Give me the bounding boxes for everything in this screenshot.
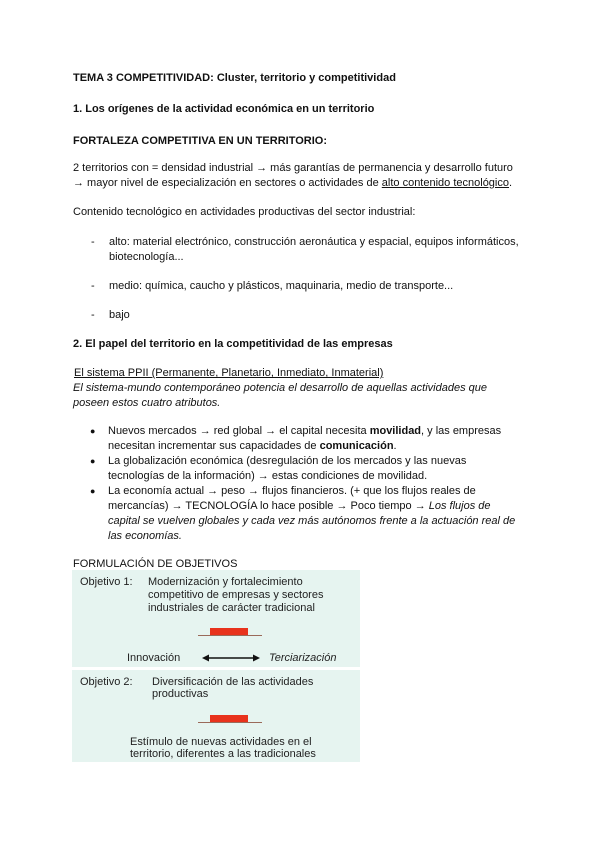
red-bar-icon (210, 715, 248, 722)
bold-text: comunicación (319, 440, 394, 452)
bullet-icon: ● (90, 426, 96, 436)
objetivo2-line: productivas (152, 688, 209, 700)
red-bar-icon (210, 628, 248, 635)
section2-heading: 2. El papel del territorio en la competitividad de las empresas (73, 338, 393, 350)
list-item-line: medio: química, caucho y plásticos, maquinaria, medio de transporte... (109, 280, 454, 292)
list-item-line: alto: material electrónico, construcción aeronáutica y espacial, equipos informáticos, (109, 236, 519, 248)
objetivo1-line: Modernización y fortalecimiento (148, 576, 303, 588)
sistema-line: El sistema-mundo contemporáneo potencia el desarrollo de aquellas actividades que (73, 382, 487, 394)
bullet-line (108, 424, 528, 439)
bullet-line: tecnologías de la información) → estas condiciones de movilidad. (108, 470, 428, 482)
sistema-line: poseen estos cuatro atributos. (73, 397, 221, 409)
text-span: . (509, 177, 513, 189)
objetivo1-line: competitivo de empresas y sectores (148, 589, 324, 601)
objetivo2-bottom-line: Estímulo de nuevas actividades en el (130, 736, 312, 748)
text-span: Nuevos mercados → red global → el capital necesita (108, 425, 370, 437)
objetivos-heading: FORMULACIÓN DE OBJETIVOS (73, 558, 238, 570)
objetivo2-line: Diversificación de las actividades (152, 676, 314, 688)
bullet-icon: ● (90, 486, 96, 496)
section1-subheading: FORTALEZA COMPETITIVA EN UN TERRITORIO: (73, 135, 328, 147)
innovacion-label: Innovación (127, 652, 181, 664)
sistema-title: El sistema PPII (Permanente, Planetario, Inmediato, Inmaterial) (74, 367, 384, 379)
text-span: → mayor nivel de especialización en sectores o actividades de (73, 177, 382, 189)
double-arrow-icon (202, 653, 260, 663)
bullet-line: La economía actual → peso → flujos financieros. (+ que los flujos reales de (108, 485, 476, 497)
objetivo2-label: Objetivo 2: (80, 676, 133, 688)
objetivo1-line: industriales de carácter tradicional (148, 602, 315, 614)
bullet-line: La globalización económica (desregulación de los mercados y las nuevas (108, 455, 467, 467)
text-span: . (393, 440, 397, 452)
list-dash: - (91, 280, 95, 292)
text-span: necesitan incrementar sus capacidades de (108, 440, 320, 452)
objetivo2-figure (72, 670, 360, 762)
list-dash: - (91, 236, 95, 248)
objetivo1-label: Objetivo 1: (80, 576, 133, 588)
bullet-icon: ● (90, 456, 96, 466)
text-span: mercancías) → TECNOLOGÍA lo hace posible → Poco tiempo → (108, 500, 429, 512)
bullet-line (108, 439, 528, 454)
list-item-line: bajo (109, 309, 130, 321)
bullet-line: capital se vuelven globales y cada vez más autónomos frente a la actuación real de (108, 515, 516, 527)
paragraph: Contenido tecnológico en actividades productivas del sector industrial: (73, 206, 416, 218)
objetivo1-figure (72, 570, 360, 667)
red-bar-base (198, 635, 262, 636)
paragraph-line: 2 territorios con = densidad industrial → más garantías de permanencia y desarrollo futuro (73, 162, 513, 174)
document-title: TEMA 3 COMPETITIVIDAD: Cluster, territorio y competitividad (73, 72, 396, 84)
objetivo2-bottom-line: territorio, diferentes a las tradicionales (130, 748, 316, 760)
text-span: , y las empresas (421, 425, 502, 437)
italic-text: Los flujos de (428, 500, 491, 512)
paragraph-line (73, 176, 533, 191)
section1-heading: 1. Los orígenes de la actividad económica en un territorio (73, 103, 375, 115)
red-bar-base (198, 722, 262, 723)
bold-text: movilidad (369, 425, 422, 437)
underlined-text: alto contenido tecnológico (381, 177, 509, 189)
list-item-line: biotecnología... (109, 251, 184, 263)
bullet-line (108, 499, 528, 514)
bullet-line: las economías. (108, 530, 182, 542)
terciarizacion-label: Terciarización (269, 652, 337, 664)
list-dash: - (91, 309, 95, 321)
